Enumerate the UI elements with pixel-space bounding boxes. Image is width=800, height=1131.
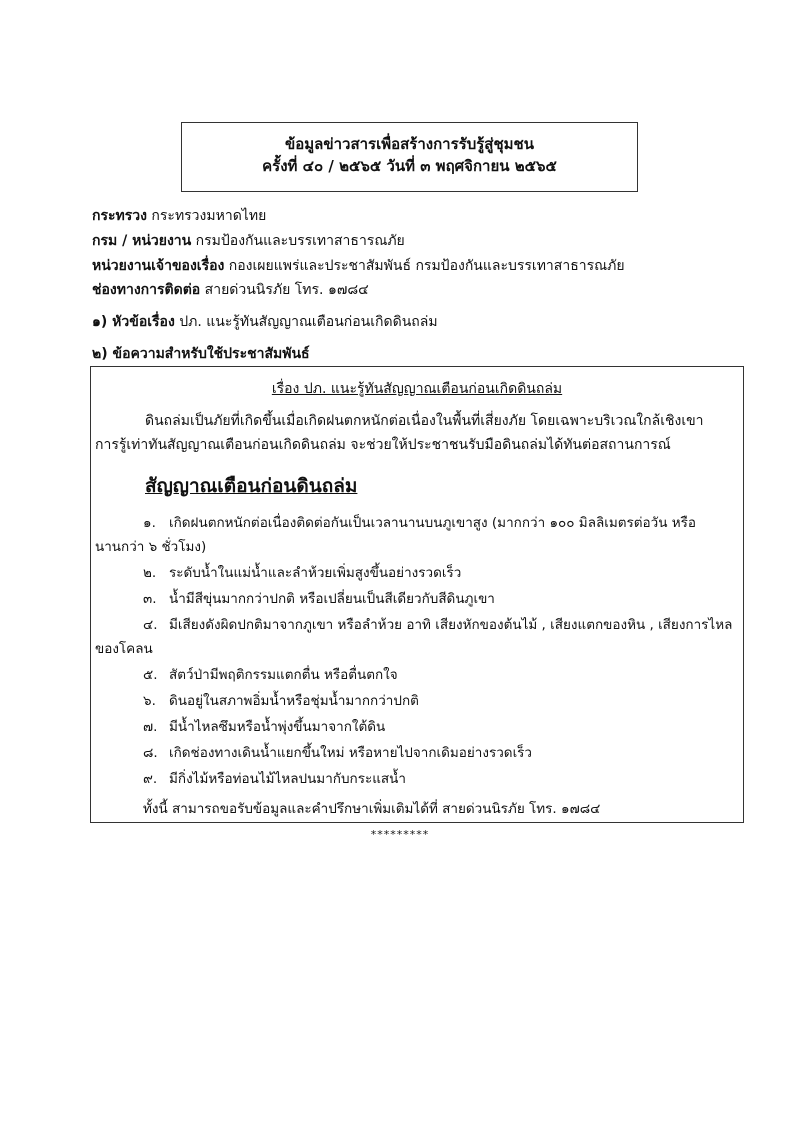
document-title: ข้อมูลข่าวสารเพื่อสร้างการรับรู้สู่ชุมชน [285, 135, 534, 153]
list-item [95, 511, 735, 535]
list-item-text: ระดับน้ำในแม่น้ำและลำห้วยเพิ่มสูงขึ้นอย่างรวดเร็ว [169, 565, 462, 581]
list-item-text: มีน้ำไหลซึมหรือน้ำพุ่งขึ้นมาจากใต้ดิน [169, 719, 386, 735]
ministry-label: กระทรวง [92, 208, 147, 224]
list-item-text: มีกิ่งไม้หรือท่อนไม้ไหลปนมากับกระแสน้ำ [169, 771, 406, 787]
list-item-number: ๓. [143, 591, 157, 607]
owner-label: หน่วยงานเจ้าของเรื่อง [92, 258, 225, 274]
topic-value: ปภ. แนะรู้ทันสัญญาณเตือนก่อนเกิดดินถล่ม [179, 314, 438, 330]
ministry-value: กระทรวงมหาดไทย [151, 208, 267, 224]
signs-heading: สัญญาณเตือนก่อนดินถล่ม [145, 475, 358, 497]
list-item [95, 715, 735, 739]
list-item-number: ๕. [143, 667, 158, 683]
ministry-line [92, 206, 266, 226]
list-item-text: มีเสียงดังผิดปกติมาจากภูเขา หรือลำห้วย อาทิ เสียงหักของต้นไม้ , เสียงแตกของหิน , เสียงการไหล [169, 617, 733, 633]
intro-line-1: ดินถล่มเป็นภัยที่เกิดขึ้นเมื่อเกิดฝนตกหนักต่อเนื่องในพื้นที่เสี่ยงภัย โดยเฉพาะบริเวณใกล้เชิงเขา [145, 413, 704, 429]
contact-line [92, 280, 369, 300]
pr-subject-line [91, 379, 743, 399]
message-label: ๒) ข้อความสำหรับใช้ประชาสัมพันธ์ [92, 346, 310, 362]
list-item-text: ดินอยู่ในสภาพอิ่มน้ำหรือชุ่มน้ำมากกว่าปกติ [169, 693, 419, 709]
topic-label: ๑) หัวข้อเรื่อง [92, 314, 175, 330]
list-item-number: ๔. [143, 617, 158, 633]
pr-message-box [90, 366, 744, 823]
owner-line [92, 256, 625, 276]
list-item [95, 613, 735, 637]
department-line [92, 231, 405, 251]
message-heading [92, 344, 310, 364]
owner-value: กองเผยแพร่และประชาสัมพันธ์ กรมป้องกันและบรรเทาสาธารณภัย [228, 258, 625, 274]
list-item [95, 663, 735, 687]
list-item-number: ๘. [143, 745, 158, 761]
department-value: กรมป้องกันและบรรเทาสาธารณภัย [195, 233, 405, 249]
list-item-text: สัตว์ป่ามีพฤติกรรมแตกตื่น หรือตื่นตกใจ [169, 667, 398, 683]
list-item [95, 561, 735, 585]
list-item-text: เกิดช่องทางเดินน้ำแยกขึ้นใหม่ หรือหายไปจากเดิมอย่างรวดเร็ว [169, 745, 533, 761]
list-item [95, 587, 735, 611]
pr-subject: เรื่อง ปภ. แนะรู้ทันสัญญาณเตือนก่อนเกิดดินถล่ม [271, 381, 563, 397]
end-marker: ********* [370, 828, 430, 841]
list-item [95, 689, 735, 713]
department-label: กรม / หน่วยงาน [92, 233, 192, 249]
list-item-number: ๒. [143, 565, 157, 581]
list-item [95, 741, 735, 765]
topic-line [92, 312, 438, 332]
document-issue-line: ครั้งที่ ๔๐ / ๒๕๖๕ วันที่ ๓ พฤศจิกายน ๒๕๖๕ [262, 157, 557, 175]
list-item-continuation: นานกว่า ๖ ชั่วโมง) [95, 539, 207, 555]
document-title-box [181, 122, 638, 192]
list-item-number: ๗. [143, 719, 158, 735]
list-item-number: ๖. [143, 693, 156, 709]
list-item-text: เกิดฝนตกหนักต่อเนื่องติดต่อกันเป็นเวลานานบนภูเขาสูง (มากกว่า ๑๐๐ มิลลิเมตรต่อวัน หรือ [169, 515, 697, 531]
list-item [95, 767, 735, 791]
contact-label: ช่องทางการติดต่อ [92, 282, 201, 298]
list-item-number: ๑. [143, 515, 156, 531]
closing-contact-line: ทั้งนี้ สามารถขอรับข้อมูลและคำปรึกษาเพิ่มเติมได้ที่ สายด่วนนิรภัย โทร. ๑๗๘๔ [143, 801, 601, 817]
list-item-number: ๙. [143, 771, 158, 787]
intro-line-2: การรู้เท่าทันสัญญาณเตือนก่อนเกิดดินถล่ม จะช่วยให้ประชาชนรับมือดินถล่มได้ทันต่อสถานการณ์ [95, 437, 671, 453]
contact-value: สายด่วนนิรภัย โทร. ๑๗๘๔ [204, 282, 369, 298]
list-item-text: น้ำมีสีขุ่นมากกว่าปกติ หรือเปลี่ยนเป็นสีเดียวกับสีดินภูเขา [169, 591, 495, 607]
list-item-continuation: ของโคลน [95, 641, 153, 657]
